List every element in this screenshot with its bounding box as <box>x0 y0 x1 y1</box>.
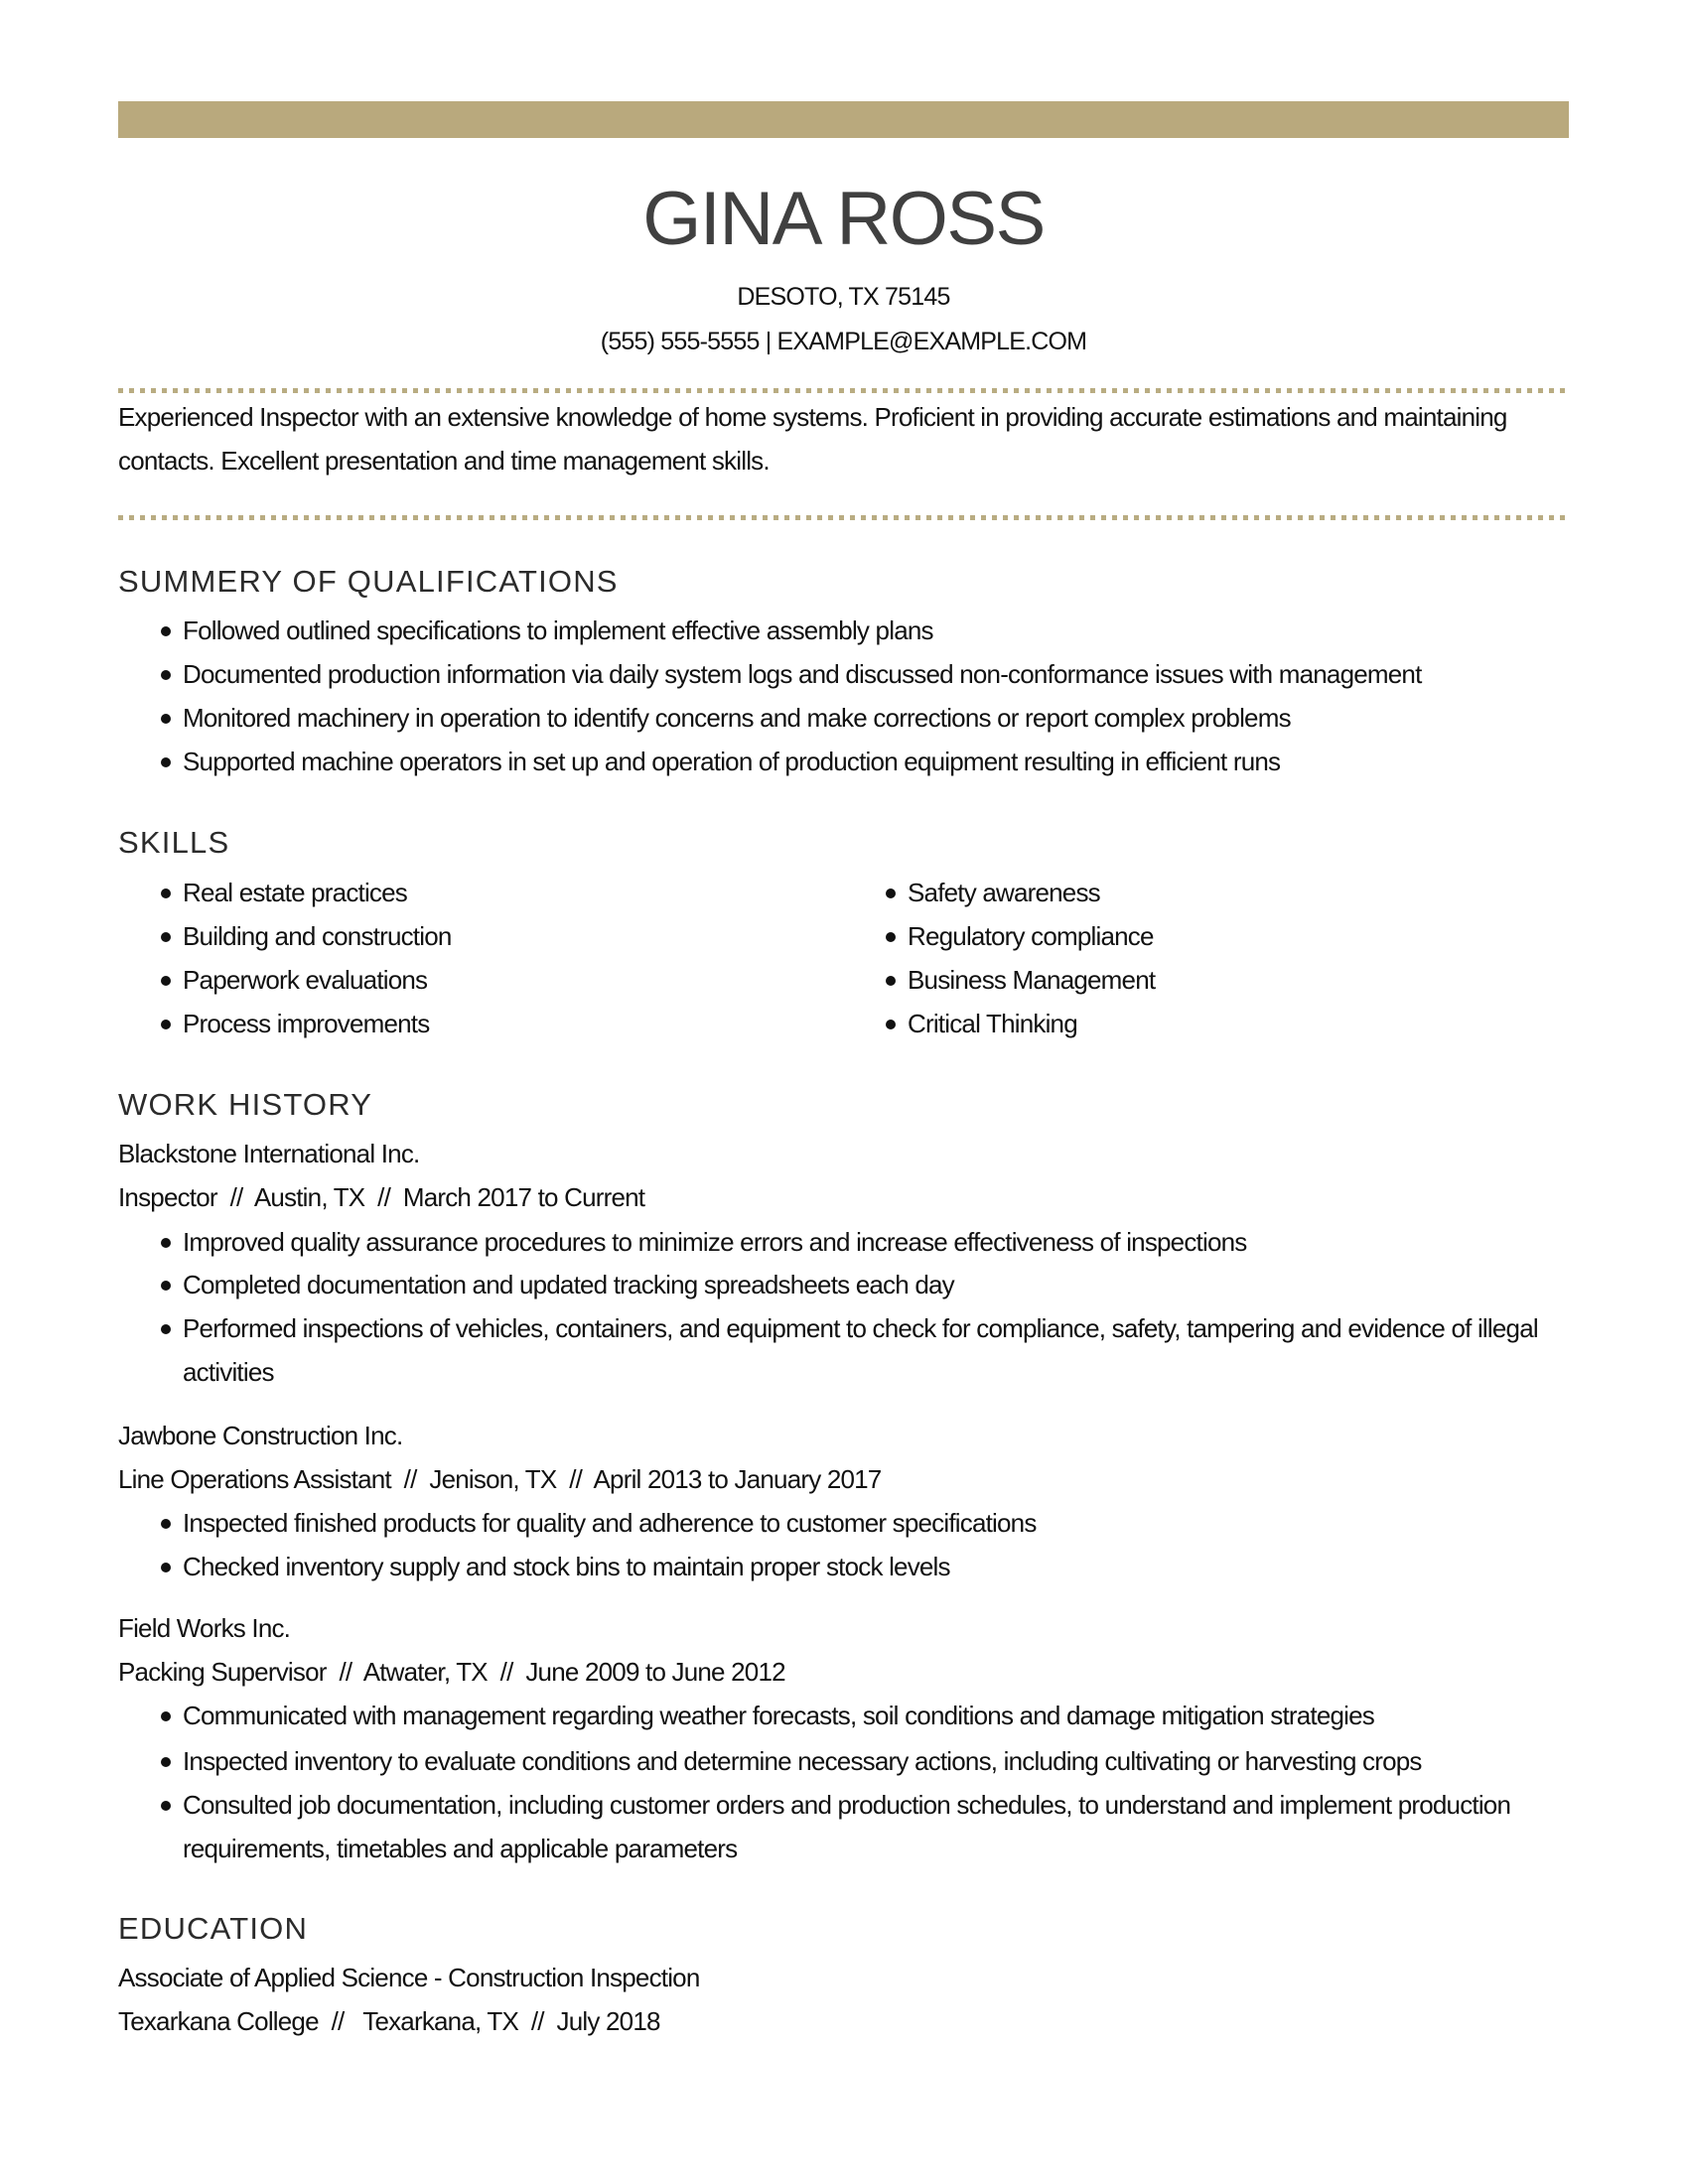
bullet-icon <box>161 1563 171 1572</box>
list-item-text: Documented production information via daily system logs and discussed non-conformance issues with management <box>183 659 1422 689</box>
section-heading-work-history: WORK HISTORY <box>118 1087 373 1122</box>
job-bullet-text: Performed inspections of vehicles, containers, and equipment to check for compliance, safety, tampering and evidence of illegal <box>183 1313 1538 1343</box>
bullet-icon <box>161 1238 171 1248</box>
skill-text: Safety awareness <box>908 878 1100 907</box>
bullet-icon <box>161 976 171 986</box>
summary-line: Experienced Inspector with an extensive knowledge of home systems. Proficient in providing accurate estimations and maintaining <box>118 402 1507 432</box>
skill-item <box>183 877 407 908</box>
job-details: Line Operations Assistant // Jenison, TX // April 2013 to January 2017 <box>118 1464 882 1494</box>
skill-item <box>908 877 1100 908</box>
skill-text: Paperwork evaluations <box>183 965 428 995</box>
section-heading-skills: SKILLS <box>118 825 230 860</box>
company-name: Field Works Inc. <box>118 1613 291 1643</box>
job-bullet-continuation: activities <box>183 1357 274 1387</box>
list-item-text: Followed outlined specifications to implement effective assembly plans <box>183 615 933 645</box>
bullet-icon <box>886 1020 896 1029</box>
bullet-icon <box>886 888 896 898</box>
bullet-icon <box>161 888 171 898</box>
list-item <box>183 658 1422 690</box>
skill-text: Process improvements <box>183 1009 430 1038</box>
skill-text: Regulatory compliance <box>908 921 1154 951</box>
job-bullet-text: Communicated with management regarding weather forecasts, soil conditions and damage mitigation strategies <box>183 1701 1374 1730</box>
list-item-text: Monitored machinery in operation to identify concerns and make corrections or report complex problems <box>183 703 1291 733</box>
bullet-icon <box>886 932 896 942</box>
skill-item <box>908 1008 1077 1039</box>
skill-item <box>183 920 452 952</box>
job-details: Packing Supervisor // Atwater, TX // June 2009 to June 2012 <box>118 1657 785 1687</box>
dotted-divider <box>118 515 1569 520</box>
skill-text: Real estate practices <box>183 878 407 907</box>
list-item <box>183 614 933 646</box>
bullet-icon <box>161 1519 171 1529</box>
section-heading-qualifications: SUMMERY OF QUALIFICATIONS <box>118 564 619 599</box>
job-bullet-text: Completed documentation and updated tracking spreadsheets each day <box>183 1270 954 1299</box>
skill-text: Business Management <box>908 965 1156 995</box>
degree: Associate of Applied Science - Construction Inspection <box>118 1963 700 1992</box>
bullet-icon <box>161 757 171 767</box>
bullet-icon <box>161 1801 171 1811</box>
skill-item <box>183 964 427 996</box>
job-bullet <box>183 1700 1374 1731</box>
bullet-icon <box>161 1711 171 1721</box>
bullet-icon <box>886 976 896 986</box>
section-heading-education: EDUCATION <box>118 1911 309 1946</box>
job-bullet-text: Checked inventory supply and stock bins to maintain proper stock levels <box>183 1552 950 1581</box>
skill-item <box>908 920 1154 952</box>
job-bullet <box>183 1789 1510 1821</box>
list-item <box>183 702 1291 734</box>
job-bullet <box>183 1269 954 1300</box>
bullet-icon <box>161 1020 171 1029</box>
job-bullet-text: Improved quality assurance procedures to minimize errors and increase effectiveness of inspections <box>183 1227 1247 1257</box>
bullet-icon <box>161 1757 171 1767</box>
job-bullet <box>183 1226 1246 1258</box>
header-accent-bar <box>118 101 1569 138</box>
skill-text: Building and construction <box>183 921 452 951</box>
skill-item <box>908 964 1155 996</box>
bullet-icon <box>161 714 171 724</box>
job-bullet-text: Inspected finished products for quality and adherence to customer specifications <box>183 1508 1037 1538</box>
candidate-name: GINA ROSS <box>642 177 1045 261</box>
job-bullet <box>183 1507 1037 1539</box>
education-details: Texarkana College // Texarkana, TX // July 2018 <box>118 2006 660 2036</box>
phone-email: (555) 555-5555 | EXAMPLE@EXAMPLE.COM <box>600 328 1087 355</box>
job-bullet <box>183 1745 1422 1777</box>
bullet-icon <box>161 932 171 942</box>
skill-item <box>183 1008 429 1039</box>
bullet-icon <box>161 626 171 636</box>
job-bullet-continuation: requirements, timetables and applicable parameters <box>183 1834 738 1863</box>
job-details: Inspector // Austin, TX // March 2017 to Current <box>118 1182 645 1212</box>
list-item-text: Supported machine operators in set up and operation of production equipment resulting in efficient runs <box>183 747 1281 776</box>
job-bullet <box>183 1551 950 1582</box>
skill-text: Critical Thinking <box>908 1009 1077 1038</box>
summary-line: contacts. Excellent presentation and time management skills. <box>118 446 770 476</box>
bullet-icon <box>161 670 171 680</box>
list-item <box>183 746 1280 777</box>
bullet-icon <box>161 1324 171 1334</box>
job-bullet-text: Inspected inventory to evaluate conditions and determine necessary actions, including cultivating or harvesting crops <box>183 1746 1422 1776</box>
dotted-divider <box>118 388 1569 393</box>
address: DESOTO, TX 75145 <box>737 283 950 311</box>
company-name: Blackstone International Inc. <box>118 1139 420 1168</box>
job-bullet-text: Consulted job documentation, including customer orders and production schedules, to understand and implement production <box>183 1790 1511 1820</box>
job-bullet <box>183 1312 1538 1344</box>
bullet-icon <box>161 1281 171 1291</box>
company-name: Jawbone Construction Inc. <box>118 1421 403 1450</box>
